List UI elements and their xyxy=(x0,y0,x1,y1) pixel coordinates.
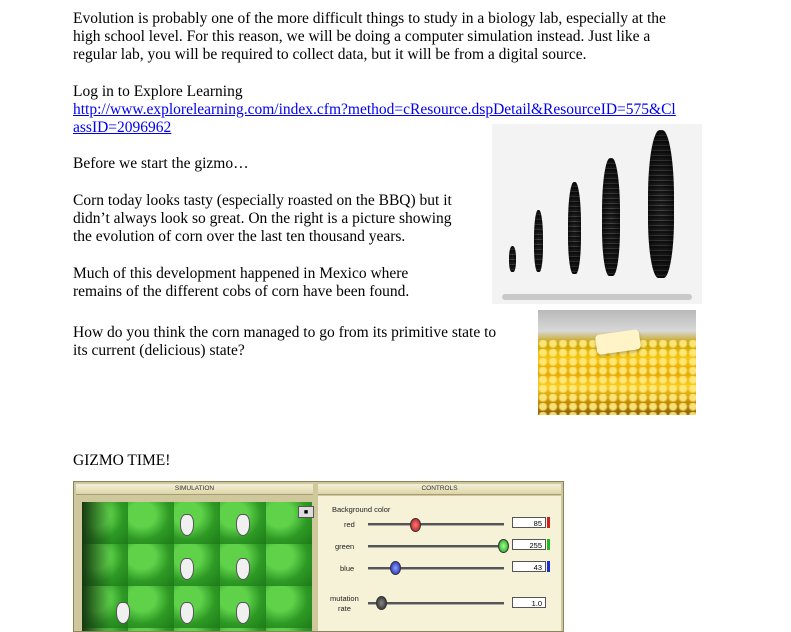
green-value-field[interactable]: 255 xyxy=(512,539,546,550)
intro-line-2: high school level. For this reason, we will be doing a computer simulation instead. Just like a xyxy=(73,28,651,45)
corn-cob-3 xyxy=(568,182,581,274)
blue-slider-track[interactable] xyxy=(368,567,504,570)
intro-line-1: Evolution is probably one of the more difficult things to study in a biology lab, especially at the xyxy=(73,10,666,27)
explore-learning-link[interactable]: http://www.explorelearning.com/index.cfm?method=cResource.dspDetail&ResourceID=575&Cl xyxy=(73,101,676,118)
intro-line-3: regular lab, you will be required to collect data, but it will be from a digital source. xyxy=(73,46,587,63)
moth-icon[interactable] xyxy=(236,558,250,580)
mutation-label: mutation xyxy=(330,594,359,603)
question-line-1: How do you think the corn managed to go from its primitive state to xyxy=(73,324,497,341)
red-value-field[interactable]: 85 xyxy=(512,517,546,528)
green-slider-knob[interactable] xyxy=(498,539,509,553)
corn-cob-4 xyxy=(602,158,620,276)
background-color-label: Background color xyxy=(332,505,391,514)
corn-para-line-3: the evolution of corn over the last ten thousand years. xyxy=(73,228,406,245)
before-gizmo-text: Before we start the gizmo… xyxy=(73,155,249,172)
red-swatch xyxy=(547,517,550,528)
camera-icon[interactable]: ■ xyxy=(298,506,314,518)
simulation-area[interactable] xyxy=(82,502,312,632)
green-label: green xyxy=(335,542,355,551)
login-text: Log in to Explore Learning xyxy=(73,83,243,100)
controls-panel-header: CONTROLS xyxy=(318,484,561,495)
moth-icon[interactable] xyxy=(180,602,194,624)
gizmo-heading: GIZMO TIME! xyxy=(73,452,171,469)
question-line-2: its current (delicious) state? xyxy=(73,342,245,359)
corn-evolution-image xyxy=(492,124,702,304)
red-slider-track[interactable] xyxy=(368,523,504,526)
blue-swatch xyxy=(547,561,550,572)
mexico-para-line-1: Much of this development happened in Mexico where xyxy=(73,265,409,282)
red-label: red xyxy=(344,520,355,529)
moth-icon[interactable] xyxy=(236,602,250,624)
mutation-slider-knob[interactable] xyxy=(376,596,387,610)
mexico-para-line-2: remains of the different cobs of corn have been found. xyxy=(73,283,410,300)
mutation-value-field[interactable]: 1.0 xyxy=(512,597,546,608)
moth-icon[interactable] xyxy=(236,514,250,536)
mutation-slider-track[interactable] xyxy=(368,602,504,605)
moth-icon[interactable] xyxy=(180,558,194,580)
simulation-panel-header: SIMULATION xyxy=(76,484,313,495)
shadow-edge xyxy=(82,502,112,632)
corn-cob-5 xyxy=(648,130,674,278)
controls-panel xyxy=(318,496,561,631)
corn-cob-1 xyxy=(509,246,516,272)
corn-para-line-1: Corn today looks tasty (especially roasted on the BBQ) but it xyxy=(73,192,452,209)
rate-label: rate xyxy=(338,604,351,613)
moth-icon[interactable] xyxy=(180,514,194,536)
blue-value-field[interactable]: 43 xyxy=(512,561,546,572)
moth-icon[interactable] xyxy=(116,602,130,624)
blue-label: blue xyxy=(340,564,355,573)
gizmo-screenshot xyxy=(73,481,564,632)
blue-slider-knob[interactable] xyxy=(390,561,401,575)
timeline-bar xyxy=(502,294,692,300)
green-swatch xyxy=(547,539,550,550)
corn-para-line-2: didn’t always look so great. On the right is a picture showing xyxy=(73,210,452,227)
explore-learning-link-cont[interactable]: assID=2096962 xyxy=(73,119,172,136)
buttered-corn-image xyxy=(538,310,696,415)
green-slider-track[interactable] xyxy=(368,545,504,548)
corn-cob-2 xyxy=(534,210,543,272)
red-slider-knob[interactable] xyxy=(410,518,421,532)
